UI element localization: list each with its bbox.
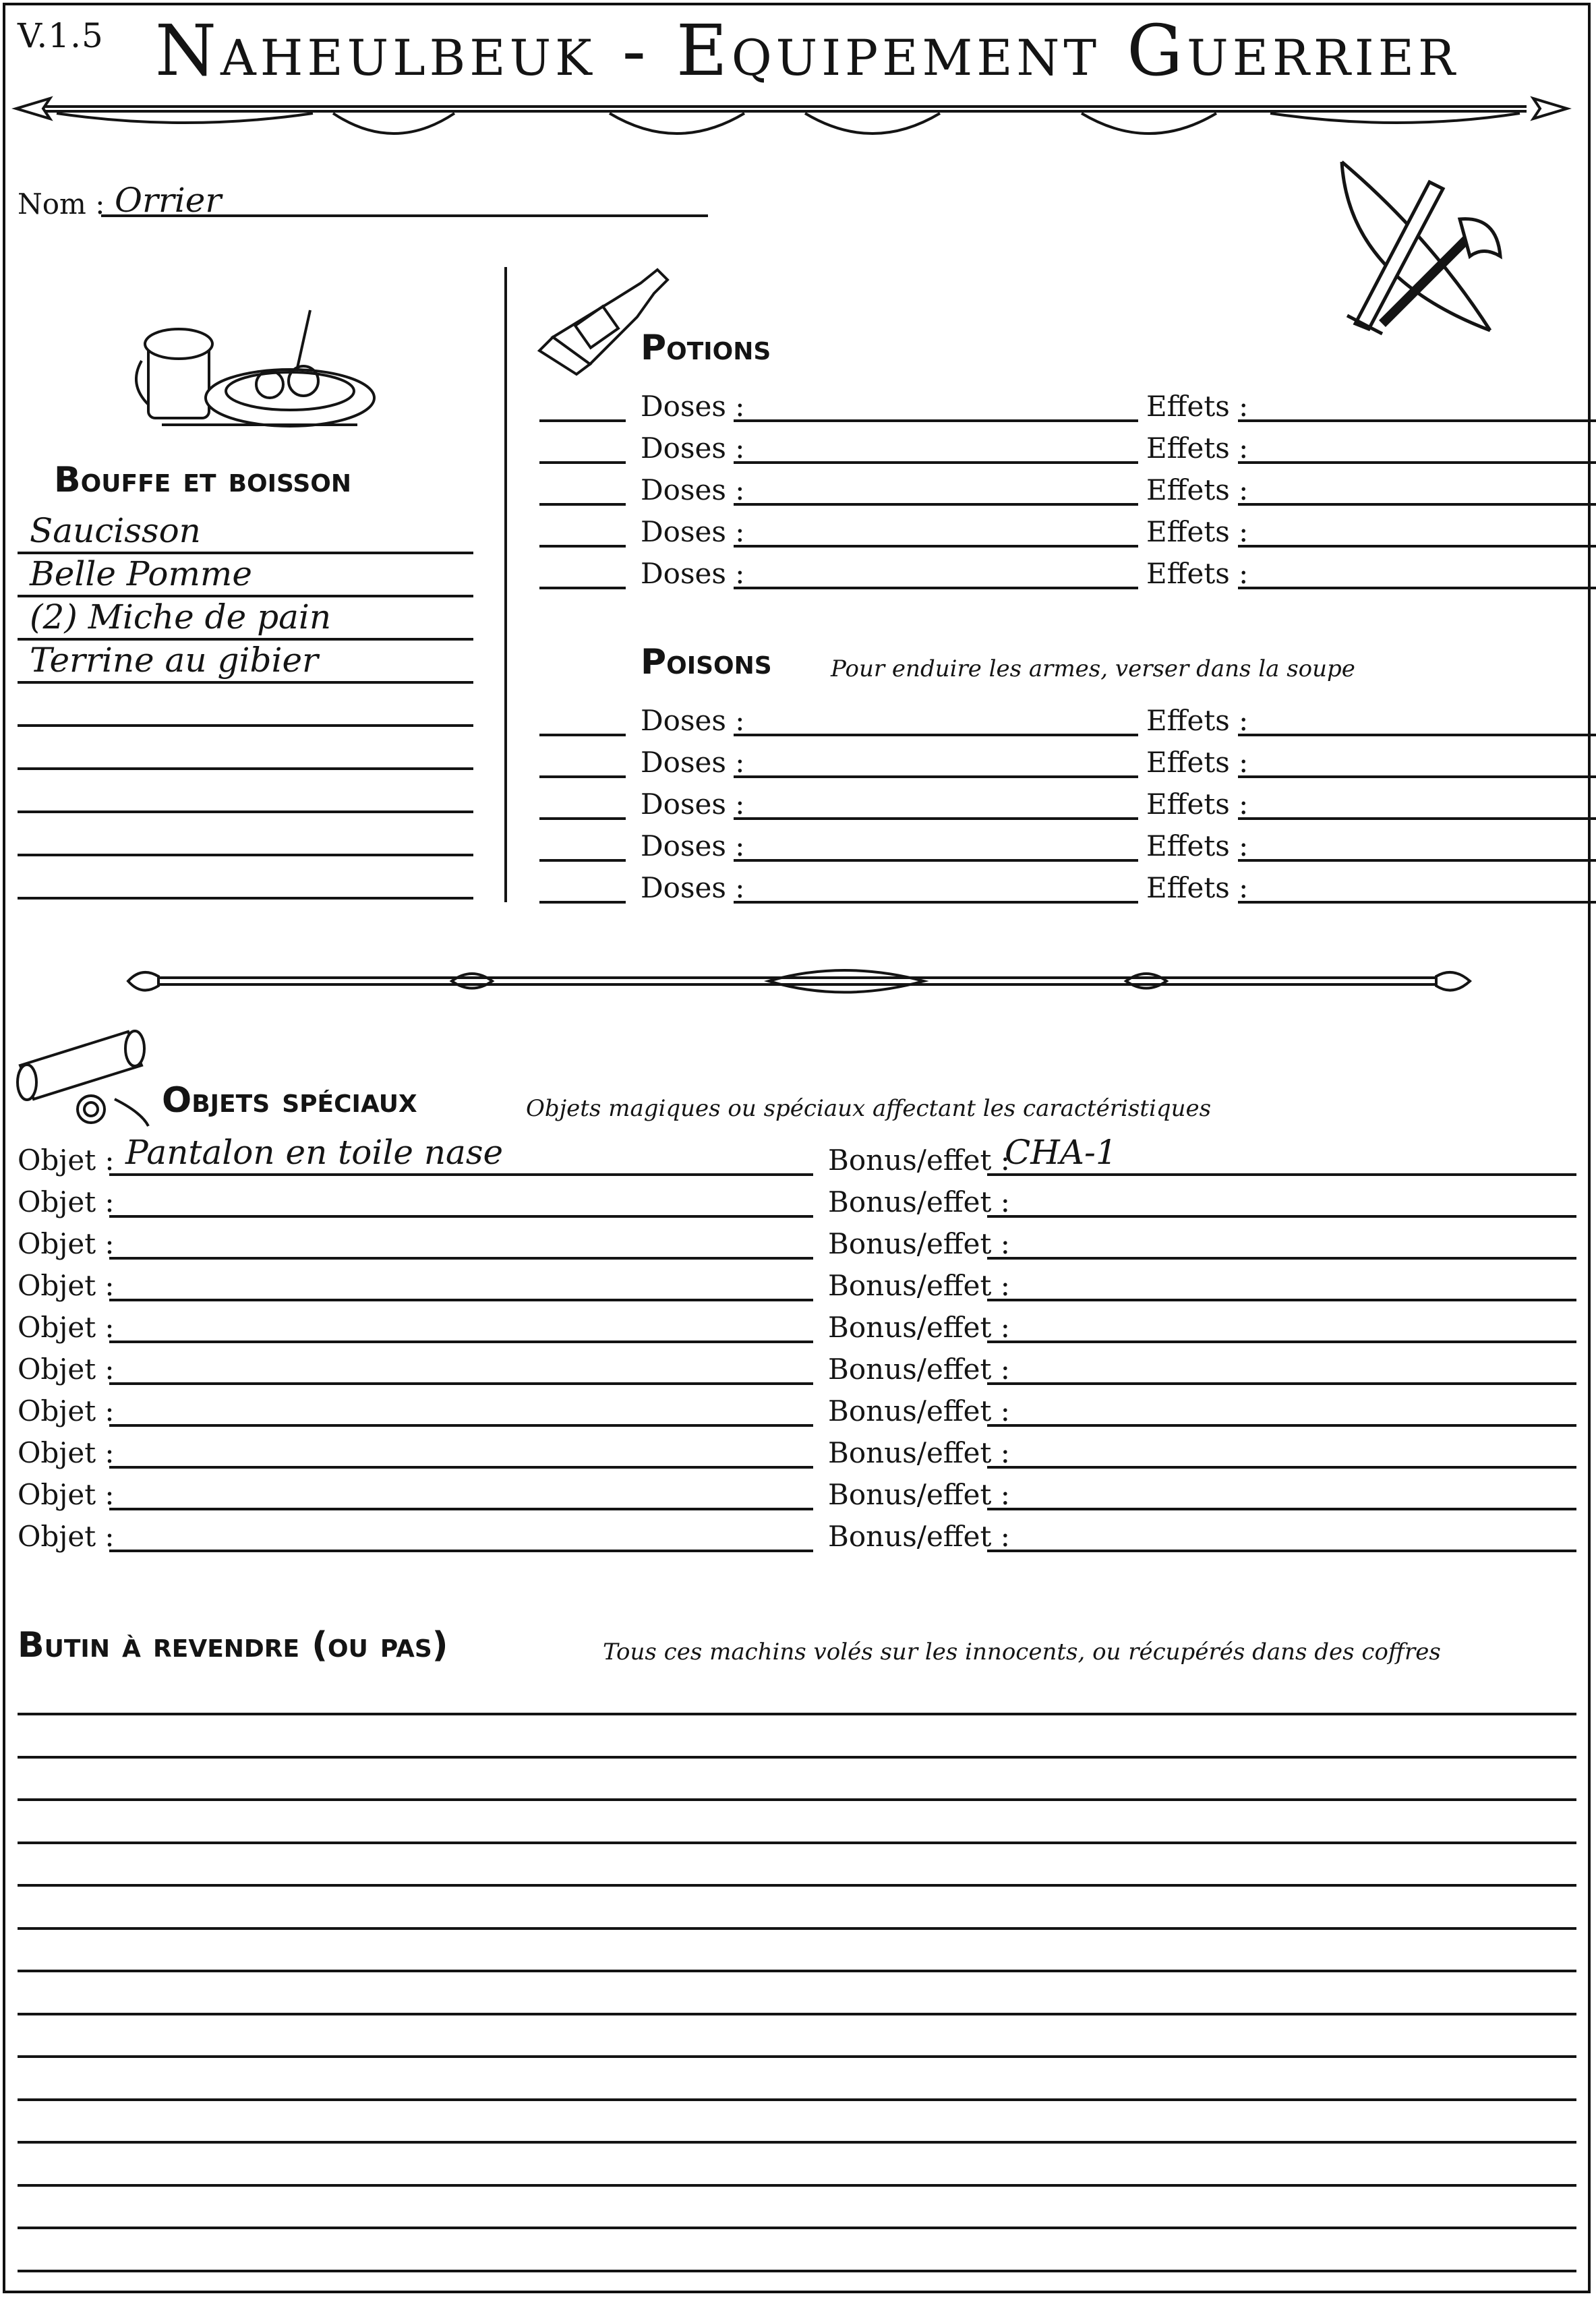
food-item[interactable]: Saucisson bbox=[30, 511, 201, 550]
food-heading: Bouffe et boisson bbox=[54, 460, 352, 500]
bonus-field[interactable] bbox=[987, 1382, 1576, 1385]
food-item[interactable]: (2) Miche de pain bbox=[30, 597, 332, 637]
bonus-label: Bonus/effet : bbox=[828, 1520, 1010, 1553]
poisons-count-field[interactable] bbox=[539, 734, 626, 736]
objet-label: Objet : bbox=[18, 1478, 115, 1511]
objet-label: Objet : bbox=[18, 1227, 115, 1260]
potions-count-field[interactable] bbox=[539, 461, 626, 464]
objet-value[interactable]: Pantalon en toile nase bbox=[125, 1133, 504, 1172]
poisons-effets-field[interactable] bbox=[1238, 901, 1596, 904]
poisons-count-field[interactable] bbox=[539, 817, 626, 820]
bonus-field[interactable] bbox=[987, 1550, 1576, 1552]
food-line bbox=[18, 811, 473, 813]
poisons-count-field[interactable] bbox=[539, 775, 626, 778]
bonus-field[interactable] bbox=[987, 1257, 1576, 1260]
objet-label: Objet : bbox=[18, 1185, 115, 1218]
food-line bbox=[18, 897, 473, 900]
poisons-effets-label: Effets : bbox=[1146, 829, 1249, 862]
poisons-note: Pour enduire les armes, verser dans la soupe bbox=[831, 655, 1355, 682]
poisons-doses-field[interactable] bbox=[734, 734, 1138, 736]
loot-line[interactable] bbox=[18, 2270, 1576, 2272]
potions-doses-field[interactable] bbox=[734, 461, 1138, 464]
potions-doses-label: Doses : bbox=[641, 557, 745, 590]
poisons-doses-field[interactable] bbox=[734, 817, 1138, 820]
special-heading: Objets spéciaux bbox=[162, 1080, 417, 1121]
objet-label: Objet : bbox=[18, 1269, 115, 1302]
poisons-effets-label: Effets : bbox=[1146, 704, 1249, 737]
food-item[interactable]: Terrine au gibier bbox=[30, 641, 318, 680]
potions-heading: Potions bbox=[641, 328, 771, 368]
objet-label: Objet : bbox=[18, 1520, 115, 1553]
potions-effets-field[interactable] bbox=[1238, 587, 1596, 589]
potions-effets-field[interactable] bbox=[1238, 503, 1596, 506]
loot-line[interactable] bbox=[18, 2227, 1576, 2229]
column-separator bbox=[504, 267, 507, 902]
loot-line[interactable] bbox=[18, 2013, 1576, 2015]
bonus-label: Bonus/effet : bbox=[828, 1185, 1010, 1218]
food-line bbox=[18, 724, 473, 727]
loot-line[interactable] bbox=[18, 1756, 1576, 1759]
poisons-heading: Poisons bbox=[641, 642, 772, 682]
name-label: Nom : bbox=[18, 187, 105, 220]
potions-doses-field[interactable] bbox=[734, 587, 1138, 589]
potions-doses-label: Doses : bbox=[641, 473, 745, 506]
loot-line[interactable] bbox=[18, 1970, 1576, 1972]
objet-field[interactable] bbox=[109, 1340, 813, 1343]
loot-line[interactable] bbox=[18, 1927, 1576, 1930]
bonus-label: Bonus/effet : bbox=[828, 1353, 1010, 1386]
bonus-label: Bonus/effet : bbox=[828, 1394, 1010, 1427]
poisons-effets-field[interactable] bbox=[1238, 859, 1596, 862]
loot-line[interactable] bbox=[18, 1798, 1576, 1801]
potions-count-field[interactable] bbox=[539, 503, 626, 506]
poisons-effets-label: Effets : bbox=[1146, 746, 1249, 779]
potions-doses-label: Doses : bbox=[641, 515, 745, 548]
poisons-count-field[interactable] bbox=[539, 859, 626, 862]
poisons-effets-field[interactable] bbox=[1238, 817, 1596, 820]
objet-label: Objet : bbox=[18, 1353, 115, 1386]
bonus-field[interactable] bbox=[987, 1173, 1576, 1176]
bonus-label: Bonus/effet : bbox=[828, 1269, 1010, 1302]
potions-doses-field[interactable] bbox=[734, 545, 1138, 548]
bonus-field[interactable] bbox=[987, 1340, 1576, 1343]
poisons-doses-label: Doses : bbox=[641, 871, 745, 904]
potions-effets-label: Effets : bbox=[1146, 473, 1249, 506]
food-plate-icon bbox=[135, 297, 378, 432]
food-line bbox=[18, 854, 473, 856]
potions-effets-label: Effets : bbox=[1146, 557, 1249, 590]
loot-note: Tous ces machins volés sur les innocents, ou récupérés dans des coffres bbox=[603, 1639, 1441, 1666]
bonus-field[interactable] bbox=[987, 1424, 1576, 1427]
loot-line[interactable] bbox=[18, 1884, 1576, 1887]
loot-line[interactable] bbox=[18, 2098, 1576, 2101]
bonus-field[interactable] bbox=[987, 1466, 1576, 1469]
special-note: Objets magiques ou spéciaux affectant les caractéristiques bbox=[526, 1095, 1212, 1122]
bonus-label: Bonus/effet : bbox=[828, 1227, 1010, 1260]
bonus-label: Bonus/effet : bbox=[828, 1144, 1010, 1177]
bonus-field[interactable] bbox=[987, 1299, 1576, 1301]
page-title: Naheulbeuk - Equipement Guerrier bbox=[155, 9, 1460, 92]
bonus-field[interactable] bbox=[987, 1215, 1576, 1218]
objet-field[interactable] bbox=[109, 1550, 813, 1552]
food-line bbox=[18, 681, 473, 684]
bonus-label: Bonus/effet : bbox=[828, 1478, 1010, 1511]
objet-label: Objet : bbox=[18, 1394, 115, 1427]
poisons-doses-label: Doses : bbox=[641, 746, 745, 779]
objet-label: Objet : bbox=[18, 1311, 115, 1344]
loot-line[interactable] bbox=[18, 1842, 1576, 1844]
bonus-label: Bonus/effet : bbox=[828, 1436, 1010, 1469]
bonus-value[interactable]: CHA-1 bbox=[1005, 1133, 1117, 1172]
potions-effets-field[interactable] bbox=[1238, 419, 1596, 422]
loot-line[interactable] bbox=[18, 2055, 1576, 2058]
scroll-ring-icon bbox=[13, 1025, 162, 1126]
loot-line[interactable] bbox=[18, 2184, 1576, 2187]
potions-doses-label: Doses : bbox=[641, 432, 745, 465]
food-item[interactable]: Belle Pomme bbox=[30, 554, 252, 593]
objet-field[interactable] bbox=[109, 1215, 813, 1218]
objet-label: Objet : bbox=[18, 1144, 115, 1177]
loot-line[interactable] bbox=[18, 1713, 1576, 1715]
objet-field[interactable] bbox=[109, 1382, 813, 1385]
objet-field[interactable] bbox=[109, 1173, 813, 1176]
potions-effets-field[interactable] bbox=[1238, 461, 1596, 464]
potions-effets-label: Effets : bbox=[1146, 432, 1249, 465]
objet-field[interactable] bbox=[109, 1299, 813, 1301]
poisons-doses-field[interactable] bbox=[734, 775, 1138, 778]
poisons-count-field[interactable] bbox=[539, 901, 626, 904]
loot-line[interactable] bbox=[18, 2141, 1576, 2144]
objet-field[interactable] bbox=[109, 1466, 813, 1469]
poisons-doses-label: Doses : bbox=[641, 788, 745, 821]
potions-effets-label: Effets : bbox=[1146, 515, 1249, 548]
poisons-effets-field[interactable] bbox=[1238, 734, 1596, 736]
spear-divider-icon bbox=[16, 80, 1567, 134]
name-input[interactable]: Orrier bbox=[115, 181, 222, 220]
potions-effets-field[interactable] bbox=[1238, 545, 1596, 548]
poisons-doses-field[interactable] bbox=[734, 901, 1138, 904]
potions-doses-field[interactable] bbox=[734, 503, 1138, 506]
potions-doses-label: Doses : bbox=[641, 390, 745, 423]
potions-count-field[interactable] bbox=[539, 419, 626, 422]
staff-divider-icon bbox=[128, 963, 1470, 1003]
poisons-effets-label: Effets : bbox=[1146, 871, 1249, 904]
potions-count-field[interactable] bbox=[539, 587, 626, 589]
poisons-doses-label: Doses : bbox=[641, 829, 745, 862]
poisons-doses-label: Doses : bbox=[641, 704, 745, 737]
crossed-weapons-icon bbox=[1328, 155, 1517, 344]
potions-count-field[interactable] bbox=[539, 545, 626, 548]
bonus-label: Bonus/effet : bbox=[828, 1311, 1010, 1344]
loot-heading: Butin à revendre (ou pas) bbox=[18, 1625, 448, 1666]
potions-effets-label: Effets : bbox=[1146, 390, 1249, 423]
bonus-field[interactable] bbox=[987, 1508, 1576, 1510]
poisons-effets-field[interactable] bbox=[1238, 775, 1596, 778]
food-line bbox=[18, 767, 473, 770]
potions-doses-field[interactable] bbox=[734, 419, 1138, 422]
poisons-doses-field[interactable] bbox=[734, 859, 1138, 862]
objet-field[interactable] bbox=[109, 1424, 813, 1427]
objet-label: Objet : bbox=[18, 1436, 115, 1469]
poisons-effets-label: Effets : bbox=[1146, 788, 1249, 821]
objet-field[interactable] bbox=[109, 1508, 813, 1510]
version-label: V.1.5 bbox=[18, 16, 104, 55]
objet-field[interactable] bbox=[109, 1257, 813, 1260]
